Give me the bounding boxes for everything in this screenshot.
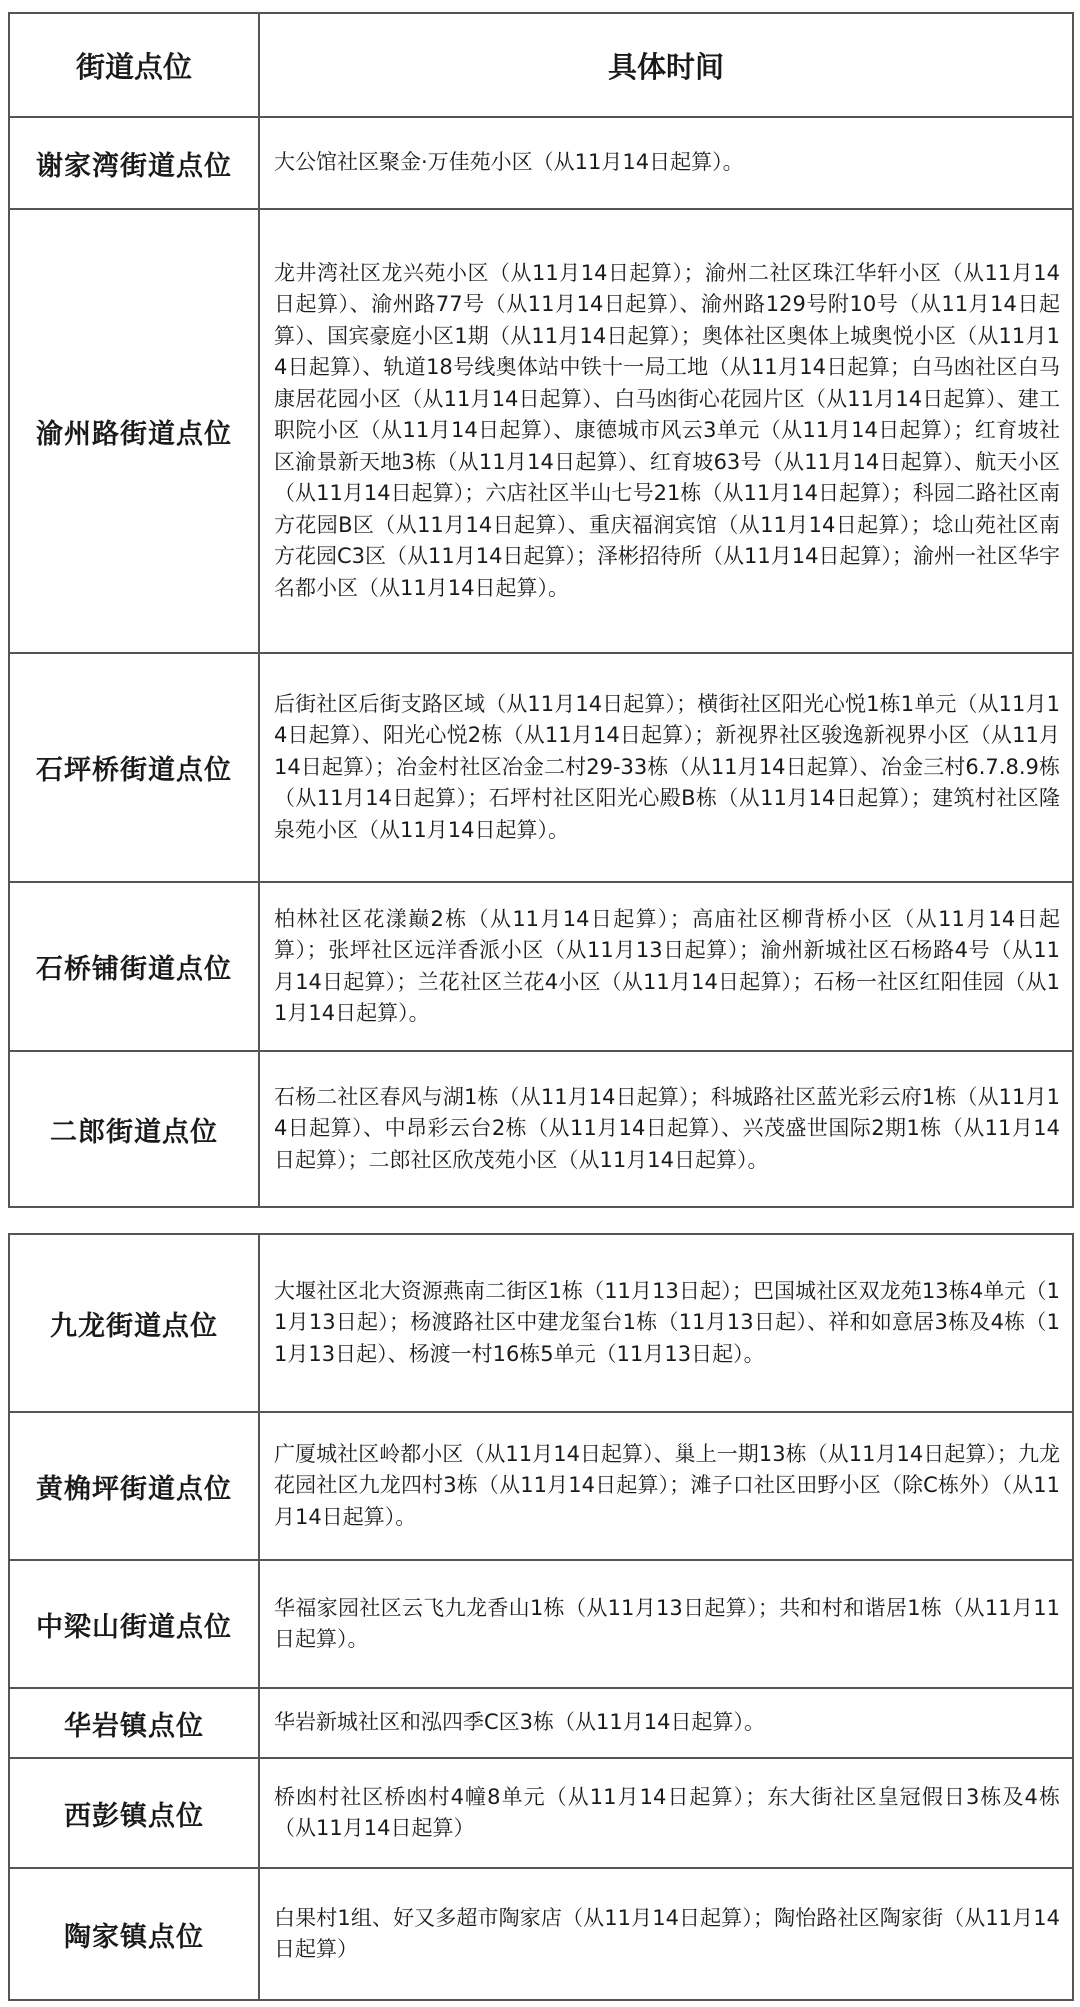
table-row	[9, 1560, 1073, 1688]
table-row	[9, 1868, 1073, 2000]
location-details: 华岩新城社区和泓四季C区3栋（从11月14日起算）。	[259, 1688, 1073, 1758]
street-name: 谢家湾街道点位	[9, 117, 259, 209]
location-details: 大公馆社区聚金·万佳苑小区（从11月14日起算）。	[259, 117, 1073, 209]
street-name: 陶家镇点位	[9, 1868, 259, 2000]
location-details: 华福家园社区云飞九龙香山1栋（从11月13日起算）；共和村和谐居1栋（从11月11日起算）。	[259, 1560, 1073, 1688]
street-name: 渝州路街道点位	[9, 209, 259, 653]
location-details: 广厦城社区岭都小区（从11月14日起算）、巢上一期13栋（从11月14日起算）；九龙花园社区九龙四村3栋（从11月14日起算）；滩子口社区田野小区（除C栋外）（从11月14日起算）。	[259, 1412, 1073, 1560]
street-name: 九龙街道点位	[9, 1234, 259, 1412]
location-details: 桥凼村社区桥凼村4幢8单元（从11月14日起算）；东大街社区皇冠假日3栋及4栋（从11月14日起算）	[259, 1758, 1073, 1868]
street-name: 石桥铺街道点位	[9, 882, 259, 1051]
location-details: 柏林社区花漾巅2栋（从11月14日起算）；高庙社区柳背桥小区（从11月14日起算）；张坪社区远洋香派小区（从11月13日起算）；渝州新城社区石杨路4号（从11月14日起算）；兰花社区兰花4小区（从11月14日起算）；石杨一社区红阳佳园（从11月14日起算）。	[259, 882, 1073, 1051]
location-details: 白果村1组、好又多超市陶家店（从11月14日起算）；陶怡路社区陶家街（从11月14日起算）	[259, 1868, 1073, 2000]
street-name: 中梁山街道点位	[9, 1560, 259, 1688]
table-row	[9, 1234, 1073, 1412]
location-details: 后街社区后街支路区域（从11月14日起算）；横街社区阳光心悦1栋1单元（从11月14日起算）、阳光心悦2栋（从11月14日起算）；新视界社区骏逸新视界小区（从11月14日起算）；冶金村社区冶金二村29-33栋（从11月14日起算）、冶金三村6.7.8.9栋（从11月14日起算）；石坪村社区阳光心殿B栋（从11月14日起算）；建筑村社区隆泉苑小区（从11月14日起算）。	[259, 653, 1073, 882]
header-specific-time: 具体时间	[259, 13, 1073, 117]
locations-table-1	[8, 12, 1074, 1208]
location-details: 石杨二社区春风与湖1栋（从11月14日起算）；科城路社区蓝光彩云府1栋（从11月14日起算）、中昂彩云台2栋（从11月14日起算）、兴茂盛世国际2期1栋（从11月14日起算）；二郎社区欣茂苑小区（从11月14日起算）。	[259, 1051, 1073, 1207]
table-row	[9, 882, 1073, 1051]
table-row	[9, 1688, 1073, 1758]
street-name: 华岩镇点位	[9, 1688, 259, 1758]
table-row	[9, 117, 1073, 209]
street-name: 二郎街道点位	[9, 1051, 259, 1207]
table-header-row	[9, 13, 1073, 117]
location-details: 大堰社区北大资源燕南二街区1栋（11月13日起）；巴国城社区双龙苑13栋4单元（11月13日起）；杨渡路社区中建龙玺台1栋（11月13日起）、祥和如意居3栋及4栋（11月13日起）、杨渡一村16栋5单元（11月13日起）。	[259, 1234, 1073, 1412]
table-row	[9, 1051, 1073, 1207]
header-street-location: 街道点位	[9, 13, 259, 117]
street-name: 西彭镇点位	[9, 1758, 259, 1868]
table-row	[9, 1758, 1073, 1868]
table-row	[9, 209, 1073, 653]
locations-table-2	[8, 1233, 1074, 2001]
table-row	[9, 653, 1073, 882]
street-name: 黄桷坪街道点位	[9, 1412, 259, 1560]
table-row	[9, 1412, 1073, 1560]
location-details: 龙井湾社区龙兴苑小区（从11月14日起算）；渝州二社区珠江华轩小区（从11月14日起算）、渝州路77号（从11月14日起算）、渝州路129号附10号（从11月14日起算）、国宾豪庭小区1期（从11月14日起算）；奥体社区奥体上城奥悦小区（从11月14日起算）、轨道18号线奥体站中铁十一局工地（从11月14日起算；白马凼社区白马康居花园小区（从11月14日起算）、白马凼街心花园片区（从11月14日起算）、建工职院小区（从11月14日起算）、康德城市风云3单元（从11月14日起算）；红育坡社区渝景新天地3栋（从11月14日起算）、红育坡63号（从11月14日起算）、航天小区（从11月14日起算）；六店社区半山七号21栋（从11月14日起算）；科园二路社区南方花园B区（从11月14日起算）、重庆福润宾馆（从11月14日起算）；埝山苑社区南方花园C3区（从11月14日起算）；泽彬招待所（从11月14日起算）；渝州一社区华宇名都小区（从11月14日起算）。	[259, 209, 1073, 653]
street-name: 石坪桥街道点位	[9, 653, 259, 882]
